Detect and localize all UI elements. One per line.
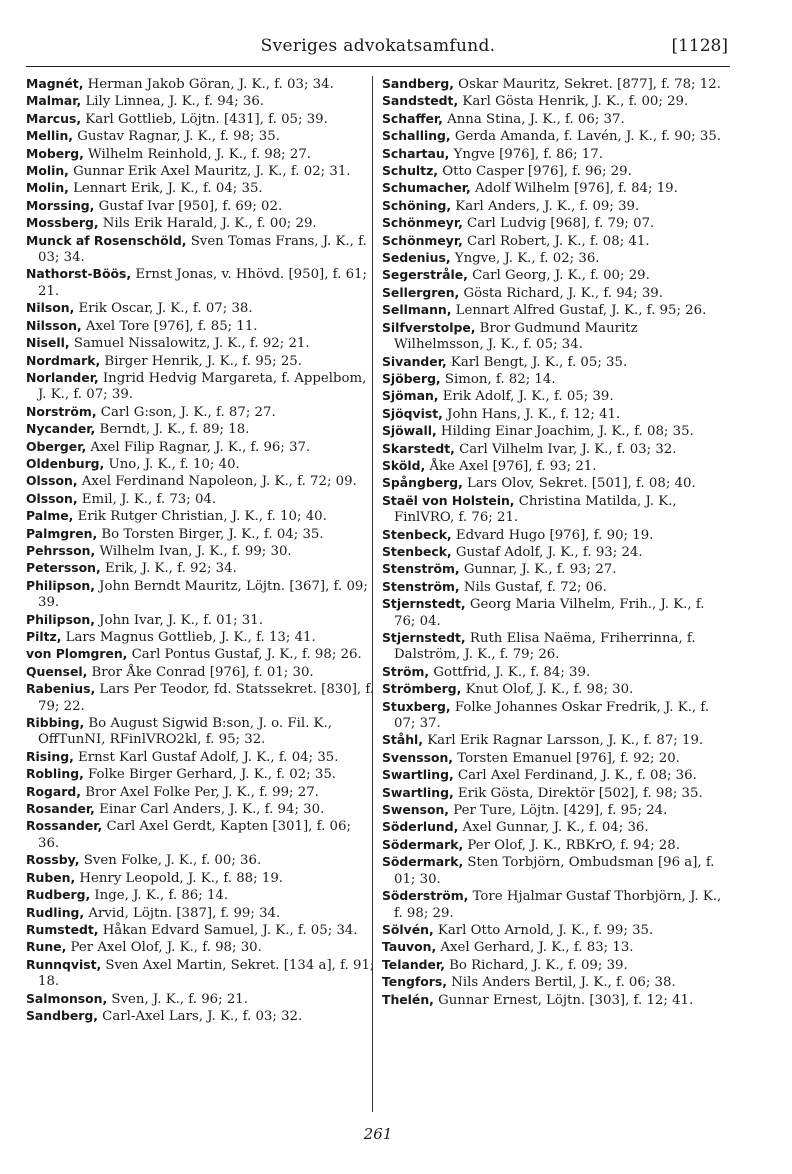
page-header (28, 36, 728, 62)
entry-name: Oberger, (26, 438, 87, 454)
directory-entry (382, 681, 730, 698)
entry-details: Simon, f. 82; 14. (440, 371, 556, 387)
entry-details: Arvid, Löjtn. [387], f. 99; 34. (84, 905, 281, 921)
entry-name: Sedenius, (382, 250, 451, 266)
entry-name: Schönmeyr, (382, 232, 463, 248)
entry-details: Erik Oscar, J. K., f. 07; 38. (74, 301, 253, 317)
entry-name: Magnét, (26, 76, 84, 91)
entry-name: Tengfors, (382, 974, 447, 990)
entry-details: John Berndt Mauritz, Löjtn. [367], f. 09; 39. (38, 578, 368, 611)
directory-entry (26, 318, 376, 335)
directory-entry (26, 421, 376, 438)
directory-entry (382, 992, 730, 1009)
entry-name: Staël von Holstein, (382, 492, 515, 508)
directory-entry (26, 404, 376, 421)
entry-name: Rossander, (26, 818, 103, 834)
page-code: [1128] (671, 36, 728, 56)
entry-details: Folke Birger Gerhard, J. K., f. 02; 35. (83, 767, 337, 783)
directory-entry (26, 473, 376, 490)
directory-entry (382, 441, 730, 458)
directory-entry (382, 354, 730, 371)
directory-entry (382, 493, 730, 527)
entry-details: Knut Olof, J. K., f. 98; 30. (461, 682, 634, 698)
entry-name: Silfverstolpe, (382, 319, 476, 335)
entry-name: Piltz, (26, 629, 62, 644)
entry-name: Pehrsson, (26, 542, 96, 558)
entry-details: Erik Gösta, Direktör [502], f. 98; 35. (453, 785, 703, 801)
directory-entry (26, 939, 376, 956)
entry-details: Karl Erik Ragnar Larsson, J. K., f. 87; 19. (422, 733, 704, 749)
entry-name: Schultz, (382, 163, 438, 179)
entry-details: Axel Gunnar, J. K., f. 04; 36. (458, 820, 649, 836)
directory-entry (26, 818, 376, 852)
directory-entry (382, 579, 730, 596)
entry-name: Norström, (26, 403, 97, 419)
header-rule (26, 66, 730, 67)
entry-name: Ribbing, (26, 715, 85, 731)
directory-entry (26, 198, 376, 215)
directory-entry (26, 266, 376, 300)
entry-details: Per Olof, J. K., RBKrO, f. 94; 28. (463, 837, 680, 853)
entry-name: Stenbeck, (382, 543, 452, 559)
entry-name: Schönmeyr, (382, 215, 463, 231)
entry-details: Lily Linnea, J. K., f. 94; 36. (81, 94, 265, 110)
entry-details: Ingrid Hedvig Margareta, f. Appelbom, J. K., f. 07; 39. (38, 370, 367, 403)
entry-name: Sivander, (382, 353, 447, 369)
entry-name: Malmar, (26, 93, 82, 109)
entry-name: Moberg, (26, 145, 84, 161)
entry-name: Marcus, (26, 110, 82, 126)
entry-details: Otto Casper [976], f. 96; 29. (438, 164, 632, 180)
entry-details: Adolf Wilhelm [976], f. 84; 19. (470, 181, 678, 197)
entry-name: Olsson, (26, 473, 78, 489)
directory-entry (26, 335, 376, 352)
entry-name: von Plomgren, (26, 646, 128, 662)
entry-name: Rudberg, (26, 887, 91, 903)
entry-details: Yngve, J. K., f. 02; 36. (450, 251, 600, 267)
entry-name: Sölvén, (382, 921, 434, 937)
entry-details: Edvard Hugo [976], f. 90; 19. (451, 527, 654, 543)
entry-details: Carl-Axel Lars, J. K., f. 03; 32. (97, 1008, 303, 1024)
entry-name: Rossby, (26, 852, 80, 868)
entry-name: Ström, (382, 663, 430, 679)
entry-name: Ståhl, (382, 732, 423, 748)
directory-entry (382, 854, 730, 888)
entry-name: Söderström, (382, 888, 469, 904)
entry-details: Per Ture, Löjtn. [429], f. 95; 24. (449, 803, 668, 819)
entry-name: Sellmann, (382, 302, 452, 318)
entry-name: Morssing, (26, 197, 95, 213)
directory-entry (382, 767, 730, 784)
directory-entry (382, 458, 730, 475)
entry-details: Torsten Emanuel [976], f. 92; 20. (453, 750, 680, 766)
directory-entry (382, 302, 730, 319)
directory-entry (26, 664, 376, 681)
entry-name: Schumacher, (382, 180, 471, 196)
entry-details: Axel Filip Ragnar, J. K., f. 96; 37. (86, 439, 311, 455)
directory-entry (26, 93, 376, 110)
entry-details: Erik Rutger Christian, J. K., f. 10; 40. (73, 509, 327, 525)
entry-details: Gösta Richard, J. K., f. 94; 39. (459, 285, 663, 301)
entry-details: Lars Per Teodor, fd. Statssekret. [830], f. 79; 22. (38, 682, 375, 714)
entry-name: Olsson, (26, 490, 78, 506)
entry-details: Karl Otto Arnold, J. K., f. 99; 35. (433, 922, 654, 938)
entry-details: Karl Anders, J. K., f. 09; 39. (451, 198, 640, 214)
left-column (26, 76, 376, 1025)
entry-name: Spångberg, (382, 475, 463, 491)
directory-entry (382, 819, 730, 836)
entry-details: Karl Gösta Henrik, J. K., f. 00; 29. (458, 94, 689, 110)
directory-entry (26, 526, 376, 543)
directory-entry (26, 905, 376, 922)
entry-name: Tauvon, (382, 939, 437, 955)
entry-name: Schalling, (382, 128, 451, 144)
directory-entry (26, 215, 376, 232)
directory-entry (26, 300, 376, 317)
entry-name: Skarstedt, (382, 440, 455, 456)
entry-details: Uno, J. K., f. 10; 40. (104, 456, 240, 472)
entry-name: Schaffer, (382, 110, 443, 126)
entry-details: Wilhelm Reinhold, J. K., f. 98; 27. (83, 146, 312, 162)
entry-details: Georg Maria Vilhelm, Frih., J. K., f. 76; 04. (394, 597, 705, 629)
entry-details: Wilhelm Ivan, J. K., f. 99; 30. (95, 543, 292, 559)
entry-name: Rogard, (26, 783, 81, 799)
directory-entry (26, 887, 376, 904)
entry-name: Rabenius, (26, 681, 96, 697)
entry-name: Philipson, (26, 577, 95, 593)
entry-name: Palme, (26, 508, 74, 524)
entry-details: Gustav Ragnar, J. K., f. 98; 35. (73, 129, 280, 145)
entry-details: Axel Tore [976], f. 85; 11. (81, 318, 258, 334)
directory-entry (382, 180, 730, 197)
entry-name: Stjernstedt, (382, 630, 466, 645)
entry-details: Einar Carl Anders, J. K., f. 94; 30. (94, 802, 325, 818)
entry-details: Yngve [976], f. 86; 17. (449, 146, 603, 162)
directory-entry (26, 543, 376, 560)
entry-name: Rosander, (26, 801, 95, 817)
directory-entry (382, 423, 730, 440)
directory-entry (26, 870, 376, 887)
entry-details: Lars Magnus Gottlieb, J. K., f. 13; 41. (61, 630, 316, 645)
entry-details: Sven Folke, J. K., f. 00; 36. (79, 853, 262, 869)
entry-name: Ruben, (26, 869, 76, 885)
directory-entry (382, 596, 730, 630)
entry-details: Ernst Jonas, v. Hhövd. [950], f. 61; 21. (38, 267, 367, 299)
directory-entry (26, 456, 376, 473)
entry-details: Gerda Amanda, f. Lavén, J. K., f. 90; 35. (450, 129, 722, 145)
entry-name: Strömberg, (382, 681, 462, 697)
directory-entry (26, 681, 376, 715)
directory-entry (382, 475, 730, 492)
directory-entry (382, 267, 730, 284)
entry-name: Rising, (26, 748, 74, 764)
entry-name: Schartau, (382, 145, 450, 161)
directory-entry (382, 664, 730, 681)
entry-name: Sjöman, (382, 388, 439, 404)
directory-entry (26, 1008, 376, 1025)
entry-details: John Ivar, J. K., f. 01; 31. (94, 612, 263, 628)
directory-entry (382, 957, 730, 974)
entry-name: Sköld, (382, 457, 426, 473)
entry-details: Berndt, J. K., f. 89; 18. (95, 422, 250, 438)
directory-entry (26, 922, 376, 939)
entry-details: Lars Olov, Sekret. [501], f. 08; 40. (462, 476, 696, 492)
entry-name: Sjöqvist, (382, 405, 443, 421)
directory-entry (26, 180, 376, 197)
directory-entry (26, 146, 376, 163)
entry-name: Rune, (26, 939, 67, 955)
entry-name: Södermark, (382, 854, 464, 870)
directory-entry (26, 491, 376, 508)
entry-details: Christina Matilda, J. K., FinlVRO, f. 76; 21. (394, 493, 677, 526)
directory-entry (26, 578, 376, 612)
entry-details: Håkan Edvard Samuel, J. K., f. 05; 34. (98, 922, 358, 938)
directory-entry (382, 939, 730, 956)
entry-name: Svensson, (382, 749, 454, 765)
directory-entry (26, 370, 376, 404)
entry-name: Swenson, (382, 802, 450, 818)
entry-name: Quensel, (26, 663, 88, 679)
directory-entry (382, 93, 730, 110)
entry-name: Mellin, (26, 128, 74, 144)
directory-entry (26, 629, 376, 646)
directory-entry (26, 111, 376, 128)
entry-details: Birger Henrik, J. K., f. 95; 25. (100, 353, 302, 369)
directory-entry (382, 285, 730, 302)
directory-entry (382, 527, 730, 544)
directory-entry (382, 888, 730, 922)
directory-entry (26, 76, 376, 93)
entry-details: Nils Anders Bertil, J. K., f. 06; 38. (447, 975, 676, 991)
column-divider (372, 76, 373, 1112)
directory-entry (382, 922, 730, 939)
entry-name: Stenström, (382, 561, 460, 577)
entry-name: Molin, (26, 180, 69, 196)
entry-details: Carl Ludvig [968], f. 79; 07. (462, 216, 655, 232)
entry-name: Sellergren, (382, 284, 460, 300)
entry-details: Hilding Einar Joachim, J. K., f. 08; 35. (436, 424, 694, 440)
entry-name: Sjöberg, (382, 370, 441, 386)
entry-details: Sven Tomas Frans, J. K., f. 03; 34. (38, 233, 367, 266)
entry-details: Lennart Alfred Gustaf, J. K., f. 95; 26. (451, 303, 707, 319)
entry-name: Telander, (382, 956, 445, 972)
entry-name: Stenström, (382, 578, 460, 594)
directory-entry (382, 802, 730, 819)
entry-name: Stjernstedt, (382, 596, 466, 612)
entry-name: Sandberg, (26, 1007, 98, 1023)
entry-details: Gustaf Ivar [950], f. 69; 02. (94, 198, 283, 214)
entry-details: Folke Johannes Oskar Fredrik, J. K., f. 07; 37. (394, 699, 710, 732)
entry-details: Gottfrid, J. K., f. 84; 39. (429, 664, 591, 680)
page-title: Sveriges advokatsamfund. (260, 36, 496, 56)
entry-details: Bo August Sigwid B:son, J. o. Fil. K., OffTunNI, RFinlVRO2kl, f. 95; 32. (38, 716, 332, 748)
entry-details: Gunnar Erik Axel Mauritz, J. K., f. 02; 31. (68, 164, 351, 180)
entry-name: Rumstedt, (26, 921, 99, 937)
entry-name: Södermark, (382, 836, 464, 852)
directory-entry (382, 128, 730, 145)
directory-entry (26, 612, 376, 629)
entry-name: Nycander, (26, 421, 96, 437)
entry-name: Segerstråle, (382, 267, 468, 283)
directory-entry (26, 439, 376, 456)
right-column (382, 76, 730, 1009)
entry-details: Carl G:son, J. K., f. 87; 27. (96, 404, 276, 420)
entry-details: Emil, J. K., f. 73; 04. (77, 491, 217, 507)
directory-entry (382, 699, 730, 733)
directory-entry (26, 715, 376, 749)
directory-entry (382, 785, 730, 802)
directory-entry (382, 561, 730, 578)
directory-entry (26, 128, 376, 145)
entry-details: Sven, J. K., f. 96; 21. (107, 991, 248, 1007)
entry-name: Rudling, (26, 904, 85, 920)
directory-entry (26, 233, 376, 267)
directory-entry (382, 163, 730, 180)
entry-details: Karl Gottlieb, Löjtn. [431], f. 05; 39. (81, 111, 328, 127)
entry-details: Sten Torbjörn, Ombudsman [96 a], f. 01; 30. (394, 855, 715, 887)
directory-entry (382, 320, 730, 354)
entry-details: Inge, J. K., f. 86; 14. (90, 888, 229, 904)
entry-details: Bror Åke Conrad [976], f. 01; 30. (87, 664, 314, 680)
entry-name: Söderlund, (382, 819, 459, 835)
entry-name: Nordmark, (26, 352, 101, 368)
directory-entry (26, 852, 376, 869)
directory-entry (26, 801, 376, 818)
entry-details: Bo Richard, J. K., f. 09; 39. (444, 957, 628, 973)
entry-details: Carl Pontus Gustaf, J. K., f. 98; 26. (127, 647, 362, 663)
entry-name: Sjöwall, (382, 423, 437, 439)
directory-entry (26, 784, 376, 801)
directory-entry (26, 766, 376, 783)
entry-details: Nils Erik Harald, J. K., f. 00; 29. (98, 216, 317, 232)
directory-entry (382, 406, 730, 423)
entry-details: Per Axel Olof, J. K., f. 98; 30. (66, 940, 262, 956)
entry-details: Erik, J. K., f. 92; 34. (100, 561, 237, 577)
entry-name: Robling, (26, 766, 84, 782)
directory-entry (382, 750, 730, 767)
entry-details: Bror Axel Folke Per, J. K., f. 99; 27. (80, 784, 319, 800)
directory-entry (382, 371, 730, 388)
entry-details: Carl Axel Ferdinand, J. K., f. 08; 36. (453, 768, 697, 784)
entry-name: Philipson, (26, 611, 95, 627)
entry-details: Tore Hjalmar Gustaf Thorbjörn, J. K., f. 98; 29. (394, 889, 722, 921)
entry-details: Carl Vilhelm Ivar, J. K., f. 03; 32. (454, 441, 677, 457)
entry-name: Swartling, (382, 767, 454, 783)
directory-entry (382, 215, 730, 232)
directory-entry (26, 508, 376, 525)
entry-details: Gustaf Adolf, J. K., f. 93; 24. (451, 544, 643, 560)
entry-details: Gunnar, J. K., f. 93; 27. (459, 562, 617, 578)
directory-entry (382, 76, 730, 93)
directory-entry (382, 198, 730, 215)
entry-name: Schöning, (382, 197, 452, 213)
entry-details: Karl Bengt, J. K., f. 05; 35. (446, 354, 628, 370)
entry-name: Norlander, (26, 369, 99, 385)
entry-name: Nilson, (26, 300, 75, 316)
directory-entry (26, 957, 376, 991)
directory-entry (382, 630, 730, 664)
directory-entry (382, 250, 730, 267)
entry-details: Carl Georg, J. K., f. 00; 29. (467, 268, 650, 284)
entry-details: Axel Gerhard, J. K., f. 83; 13. (436, 940, 634, 956)
entry-details: Bror Gudmund Mauritz Wilhelmsson, J. K., f. 05; 34. (394, 320, 638, 353)
entry-name: Sandberg, (382, 76, 454, 91)
entry-details: Ruth Elisa Naëma, Friherrinna, f. Dalström, J. K., f. 79; 26. (394, 631, 696, 663)
entry-details: Nils Gustaf, f. 72; 06. (459, 579, 607, 595)
directory-entry (382, 146, 730, 163)
entry-name: Salmonson, (26, 990, 108, 1006)
directory-entry (382, 233, 730, 250)
entry-name: Munck af Rosenschöld, (26, 232, 187, 248)
directory-entry (26, 646, 376, 663)
entry-name: Stuxberg, (382, 698, 451, 714)
entry-details: Lennart Erik, J. K., f. 04; 35. (68, 181, 263, 197)
entry-name: Palmgren, (26, 525, 98, 541)
entry-details: Erik Adolf, J. K., f. 05; 39. (438, 389, 614, 405)
entry-details: Ernst Karl Gustaf Adolf, J. K., f. 04; 35. (73, 749, 339, 765)
entry-name: Runnqvist, (26, 956, 102, 972)
entry-name: Nisell, (26, 335, 70, 351)
entry-details: Anna Stina, J. K., f. 06; 37. (442, 111, 625, 127)
directory-entry (26, 560, 376, 577)
entry-details: Samuel Nissalowitz, J. K., f. 92; 21. (69, 336, 310, 352)
entry-name: Oldenburg, (26, 455, 105, 471)
entry-details: Herman Jakob Göran, J. K., f. 03; 34. (83, 77, 334, 92)
directory-entry (382, 837, 730, 854)
page-number: 261 (363, 1125, 393, 1143)
entry-details: Henry Leopold, J. K., f. 88; 19. (75, 870, 284, 886)
entry-details: Bo Torsten Birger, J. K., f. 04; 35. (97, 526, 324, 542)
entry-name: Sandstedt, (382, 93, 459, 109)
entry-details: Axel Ferdinand Napoleon, J. K., f. 72; 09. (77, 474, 357, 490)
entry-name: Molin, (26, 163, 69, 179)
entry-details: Sven Axel Martin, Sekret. [134 a], f. 91; 18. (38, 957, 375, 990)
directory-entry (382, 111, 730, 128)
entry-name: Stenbeck, (382, 526, 452, 542)
directory-entry (26, 749, 376, 766)
entry-details: Oskar Mauritz, Sekret. [877], f. 78; 12. (453, 77, 721, 92)
entry-details: John Hans, J. K., f. 12; 41. (442, 406, 621, 422)
directory-entry (382, 974, 730, 991)
entry-name: Thelén, (382, 991, 434, 1007)
directory-entry (26, 353, 376, 370)
entry-name: Nathorst-Böös, (26, 266, 132, 282)
directory-entry (382, 544, 730, 561)
directory-entry (382, 388, 730, 405)
entry-details: Åke Axel [976], f. 93; 21. (425, 458, 597, 474)
entry-name: Nilsson, (26, 317, 82, 333)
entry-name: Petersson, (26, 560, 101, 576)
entry-details: Carl Robert, J. K., f. 08; 41. (462, 233, 650, 249)
entry-details: Carl Axel Gerdt, Kapten [301], f. 06; 36. (38, 819, 351, 851)
entry-details: Gunnar Ernest, Löjtn. [303], f. 12; 41. (433, 992, 694, 1008)
directory-entry (382, 732, 730, 749)
entry-name: Swartling, (382, 784, 454, 800)
directory-entry (26, 991, 376, 1008)
directory-entry (26, 163, 376, 180)
entry-name: Mossberg, (26, 215, 99, 231)
